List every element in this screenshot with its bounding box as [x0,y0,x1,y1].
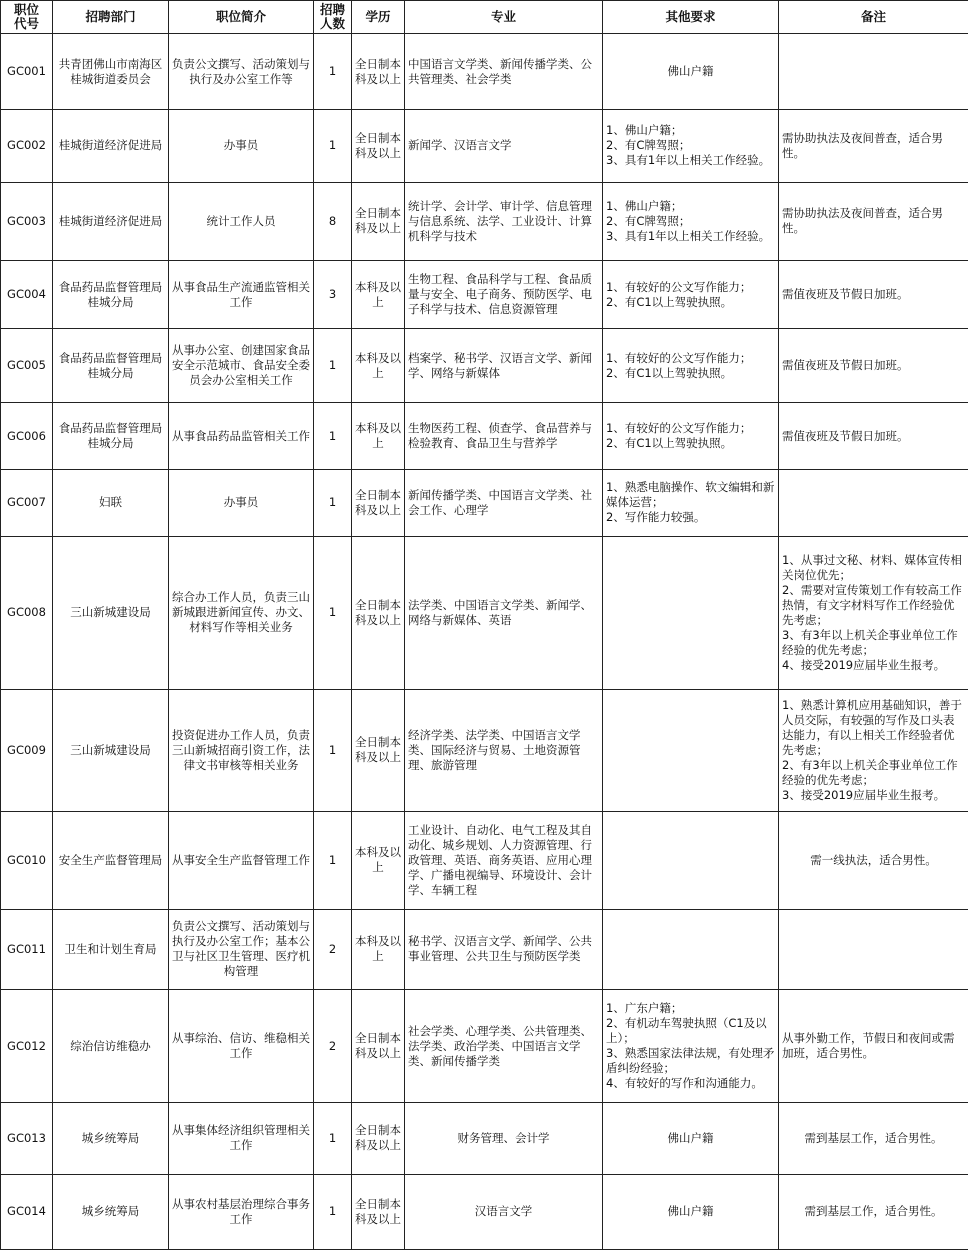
position-code: GC011 [1,909,53,989]
remark [779,182,968,260]
position-intro: 从事农村基层治理综合事务工作 [169,1174,314,1249]
table-row [1,1103,968,1174]
table-row [1,110,968,182]
major: 新闻学、汉语言文学 [405,110,603,182]
remark-line: 需值夜班及节假日加班。 [782,287,909,302]
major: 法学类、中国语言文学类、新闻学、网络与新媒体、英语 [405,537,603,690]
remark [779,34,968,110]
other-requirements [603,689,779,812]
table-row [1,182,968,260]
other-requirements [603,34,779,110]
other-requirements-line: 3、熟悉国家法律法规，有处理矛盾纠纷经验； [606,1046,775,1076]
recruit-dept: 安全生产监督管理局 [53,812,169,909]
remark [779,110,968,182]
recruit-count: 1 [314,1174,352,1249]
position-code: GC013 [1,1103,53,1174]
remark-line: 从事外勤工作，节假日和夜间或需加班，适合男性。 [782,1031,955,1061]
header-dept: 招聘部门 [53,1,169,34]
recruit-dept: 三山新城建设局 [53,537,169,690]
education: 本科及以上 [352,403,405,469]
recruit-count: 1 [314,110,352,182]
recruit-count: 1 [314,34,352,110]
position-intro: 负责公文撰写、活动策划与执行及办公室工作；基本公卫与社区卫生管理、医疗机构管理 [169,909,314,989]
major: 新闻传播学类、中国语言文学类、社会工作、心理学 [405,469,603,536]
other-requirements [603,909,779,989]
education: 全日制本科及以上 [352,1103,405,1174]
remark [779,469,968,536]
remark-line: 3、有3年以上机关企事业单位工作经验的优先考虑； [782,627,958,657]
major: 经济学类、法学类、中国语言文学类、国际经济与贸易、土地资源管理、旅游管理 [405,689,603,812]
major: 统计学、会计学、审计学、信息管理与信息系统、法学、工业设计、计算机科学与技术 [405,182,603,260]
position-code: GC006 [1,403,53,469]
recruit-dept: 桂城街道经济促进局 [53,110,169,182]
recruit-count: 2 [314,989,352,1102]
header-row [1,1,968,34]
education: 全日制本科及以上 [352,34,405,110]
other-requirements-line: 2、有C1以上驾驶执照。 [606,436,733,451]
position-code: GC010 [1,812,53,909]
header-code: 职位 代号 [1,1,53,34]
position-code: GC004 [1,260,53,328]
remark-line: 4、接受2019应届毕业生报考。 [782,657,946,672]
header-count: 招聘 人数 [314,1,352,34]
other-requirements-line: 佛山户籍 [667,1204,714,1219]
major: 秘书学、汉语言文学、新闻学、公共事业管理、公共卫生与预防医学类 [405,909,603,989]
remark-line: 2、有3年以上机关企事业单位工作经验的优先考虑； [782,757,958,787]
remark-line: 3、接受2019应届毕业生报考。 [782,787,946,802]
other-requirements-line: 3、具有1年以上相关工作经验。 [606,228,771,243]
other-requirements [603,537,779,690]
remark-line: 1、从事过文秘、材料、媒体宣传相关岗位优先； [782,552,962,582]
education: 全日制本科及以上 [352,1174,405,1249]
other-requirements [603,989,779,1102]
recruit-count: 1 [314,1103,352,1174]
other-requirements-line: 2、有C牌驾照； [606,138,691,153]
education: 本科及以上 [352,260,405,328]
other-requirements-line: 3、具有1年以上相关工作经验。 [606,153,771,168]
other-requirements [603,329,779,403]
other-requirements [603,469,779,536]
education: 本科及以上 [352,909,405,989]
table-row [1,689,968,812]
remark-line: 需一线执法，适合男性。 [810,852,937,867]
recruit-dept: 综治信访维稳办 [53,989,169,1102]
other-requirements-line: 佛山户籍 [667,64,714,79]
education: 全日制本科及以上 [352,537,405,690]
remark-line: 需到基层工作，适合男性。 [804,1204,943,1219]
recruit-dept: 城乡统筹局 [53,1103,169,1174]
header-remark: 备注 [779,1,968,34]
education: 全日制本科及以上 [352,110,405,182]
other-requirements-line: 2、有C1以上驾驶执照。 [606,294,733,309]
other-requirements-line: 佛山户籍 [667,1130,714,1145]
major: 生物工程、食品科学与工程、食品质量与安全、电子商务、预防医学、电子科学与技术、信息资源管理 [405,260,603,328]
position-intro: 从事办公室、创建国家食品安全示范城市、食品安全委员会办公室相关工作 [169,329,314,403]
other-requirements-line: 1、广东户籍； [606,1001,683,1016]
recruit-dept: 食品药品监督管理局桂城分局 [53,403,169,469]
header-other: 其他要求 [603,1,779,34]
major: 生物医药工程、侦查学、食品营养与检验教育、食品卫生与营养学 [405,403,603,469]
remark-line: 2、需要对宣传策划工作有较高工作热情，有文字材料写作工作经验优先考虑； [782,582,962,627]
table-body [1,34,968,1250]
other-requirements-line: 2、写作能力较强。 [606,510,706,525]
education: 本科及以上 [352,812,405,909]
remark [779,909,968,989]
education: 本科及以上 [352,329,405,403]
position-code: GC002 [1,110,53,182]
other-requirements [603,812,779,909]
remark-line: 1、熟悉计算机应用基础知识，善于人员交际，有较强的写作及口头表达能力，有以上相关工作经验者优先考虑； [782,697,962,757]
position-intro: 从事集体经济组织管理相关工作 [169,1103,314,1174]
other-requirements-line: 1、有较好的公文写作能力； [606,350,752,365]
recruit-count: 1 [314,469,352,536]
other-requirements-line: 1、有较好的公文写作能力； [606,279,752,294]
header-intro: 职位简介 [169,1,314,34]
recruit-dept: 妇联 [53,469,169,536]
position-intro: 从事综治、信访、维稳相关工作 [169,989,314,1102]
table-row [1,1174,968,1249]
remark [779,403,968,469]
other-requirements [603,182,779,260]
position-intro: 统计工作人员 [169,182,314,260]
other-requirements [603,110,779,182]
other-requirements-line: 1、佛山户籍； [606,198,683,213]
position-code: GC014 [1,1174,53,1249]
other-requirements-line: 2、有C牌驾照； [606,213,691,228]
position-code: GC005 [1,329,53,403]
other-requirements [603,260,779,328]
position-code: GC001 [1,34,53,110]
education: 全日制本科及以上 [352,469,405,536]
table-row [1,469,968,536]
position-code: GC003 [1,182,53,260]
table-row [1,329,968,403]
remark [779,260,968,328]
major: 档案学、秘书学、汉语言文学、新闻学、网络与新媒体 [405,329,603,403]
position-intro: 办事员 [169,469,314,536]
major: 汉语言文学 [405,1174,603,1249]
remark [779,1103,968,1174]
remark [779,989,968,1102]
position-intro: 办事员 [169,110,314,182]
remark-line: 需协助执法及夜间普查，适合男性。 [782,206,943,236]
remark [779,329,968,403]
other-requirements [603,1103,779,1174]
other-requirements-line: 4、有较好的写作和沟通能力。 [606,1076,763,1091]
table-row [1,812,968,909]
education: 全日制本科及以上 [352,182,405,260]
recruit-dept: 桂城街道经济促进局 [53,182,169,260]
recruit-dept: 食品药品监督管理局桂城分局 [53,260,169,328]
major: 工业设计、自动化、电气工程及其自动化、城乡规划、人力资源管理、行政管理、英语、商务英语、应用心理学、广播电视编导、环境设计、会计学、车辆工程 [405,812,603,909]
major: 社会学类、心理学类、公共管理类、法学类、政治学类、中国语言文学类、新闻传播学类 [405,989,603,1102]
recruit-dept: 三山新城建设局 [53,689,169,812]
other-requirements-line: 1、佛山户籍； [606,123,683,138]
remark [779,537,968,690]
position-code: GC009 [1,689,53,812]
major: 财务管理、会计学 [405,1103,603,1174]
position-intro: 综合办工作人员，负责三山新城跟进新闻宣传、办文、材料写作等相关业务 [169,537,314,690]
remark [779,689,968,812]
remark [779,812,968,909]
table-row [1,260,968,328]
recruit-count: 3 [314,260,352,328]
recruit-dept: 共青团佛山市南海区桂城街道委员会 [53,34,169,110]
other-requirements-line: 2、有机动车驾驶执照（C1及以上）； [606,1016,767,1046]
recruit-count: 1 [314,403,352,469]
remark-line: 需值夜班及节假日加班。 [782,428,909,443]
position-intro: 负责公文撰写、活动策划与执行及办公室工作等 [169,34,314,110]
recruit-count: 1 [314,537,352,690]
table-row [1,403,968,469]
header-major: 专业 [405,1,603,34]
table-row [1,537,968,690]
other-requirements-line: 1、熟悉电脑操作、软文编辑和新媒体运营； [606,480,775,510]
table-row [1,34,968,110]
remark-line: 需到基层工作，适合男性。 [804,1130,943,1145]
position-code: GC012 [1,989,53,1102]
recruit-count: 1 [314,689,352,812]
remark [779,1174,968,1249]
position-code: GC008 [1,537,53,690]
other-requirements-line: 1、有较好的公文写作能力； [606,421,752,436]
recruit-dept: 城乡统筹局 [53,1174,169,1249]
position-code: GC007 [1,469,53,536]
position-intro: 从事安全生产监督管理工作 [169,812,314,909]
table-row [1,989,968,1102]
other-requirements-line: 2、有C1以上驾驶执照。 [606,365,733,380]
position-intro: 从事食品药品监管相关工作 [169,403,314,469]
education: 全日制本科及以上 [352,989,405,1102]
position-intro: 从事食品生产流通监管相关工作 [169,260,314,328]
other-requirements [603,1174,779,1249]
major: 中国语言文学类、新闻传播学类、公共管理类、社会学类 [405,34,603,110]
remark-line: 需协助执法及夜间普查，适合男性。 [782,130,943,160]
remark-line: 需值夜班及节假日加班。 [782,358,909,373]
other-requirements [603,403,779,469]
recruit-count: 1 [314,812,352,909]
position-intro: 投资促进办工作人员，负责三山新城招商引资工作，法律文书审核等相关业务 [169,689,314,812]
header-edu: 学历 [352,1,405,34]
recruit-dept: 食品药品监督管理局桂城分局 [53,329,169,403]
recruit-dept: 卫生和计划生育局 [53,909,169,989]
recruit-count: 1 [314,329,352,403]
recruit-count: 8 [314,182,352,260]
recruit-count: 2 [314,909,352,989]
table-row [1,909,968,989]
education: 全日制本科及以上 [352,689,405,812]
